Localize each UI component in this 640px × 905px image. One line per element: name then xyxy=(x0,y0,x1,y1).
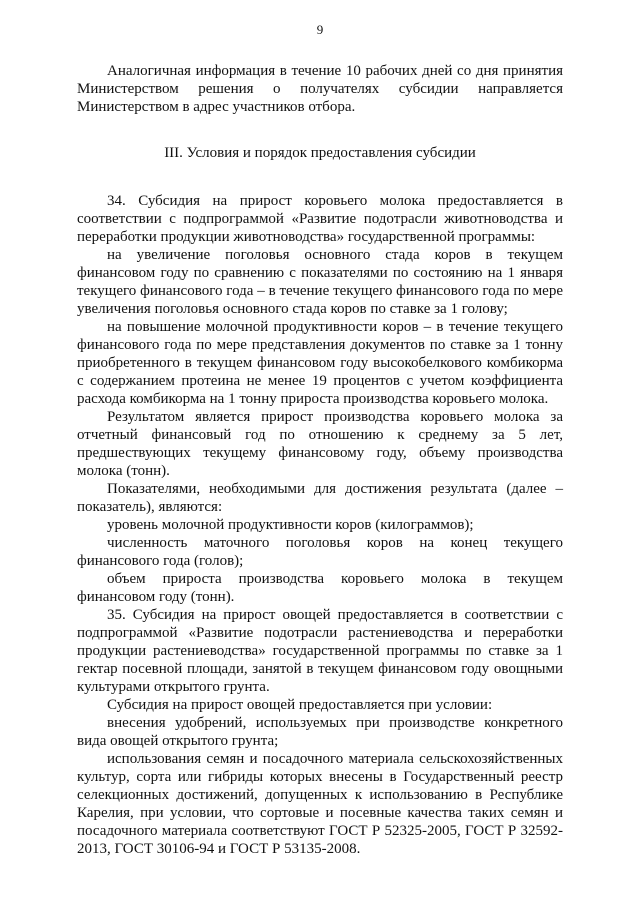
paragraph-vegetable-conditions: Субсидия на прирост овощей предоставляется при условии: xyxy=(107,697,493,713)
indicator-herd-size: численность маточного поголовья коров на конец текущего финансового года (голов); xyxy=(77,535,563,569)
indicator-milk-yield: уровень молочной продуктивности коров (килограммов); xyxy=(107,517,474,533)
paragraph-indicators: Показателями, необходимыми для достижения результата (далее – показатель), являются: xyxy=(77,481,563,515)
document-body xyxy=(77,62,563,858)
intro-paragraph: Аналогичная информация в течение 10 рабочих дней со дня принятия Министерством решения о получателях субсидии направляется Министерством в адрес участников отбора. xyxy=(77,63,563,115)
page-number: 9 xyxy=(316,22,324,37)
paragraph-35: 35. Субсидия на прирост овощей предоставляется в соответствии с подпрограммой «Развитие подотрасли растениеводства и переработки продукции растениеводства» государственной программы по ставке за 1 гектар посевной площади, занятой в текущем финансовом году овощными культурами открытого грунта. xyxy=(77,607,563,695)
indicator-milk-growth: объем прироста производства коровьего молока в текущем финансовом году (тонн). xyxy=(77,571,563,605)
paragraph-34: 34. Субсидия на прирост коровьего молока предоставляется в соответствии с подпрограммой «Развитие подотрасли животноводства и переработки продукции животноводства» государственной программы: xyxy=(77,193,563,245)
paragraph-milk-productivity: на повышение молочной продуктивности коров – в течение текущего финансового года по мере представления документов по ставке за 1 тонну приобретенного в текущем финансовом году высокобелкового комбикорма с содержанием протеина не менее 19 процентов с учетом коэффициента расхода комбикорма на 1 тонну прироста производства коровьего молока. xyxy=(77,319,563,407)
condition-fertilizers: внесения удобрений, используемых при производстве конкретного вида овощей открытого грунта; xyxy=(77,715,563,749)
condition-seeds: использования семян и посадочного материала сельскохозяйственных культур, сорта или гибриды которых внесены в Государственный реестр селекционных достижений, допущенных к использованию в Республике Карелия, при условии, что сортовые и посевные качества таких семян и посадочного материала соответствуют ГОСТ Р 52325-2005, ГОСТ Р 32592-2013, ГОСТ 30106-94 и ГОСТ Р 53135-2008. xyxy=(77,751,563,857)
paragraph-result: Результатом является прирост производства коровьего молока за отчетный финансовый год по отношению к среднему за 5 лет, предшествующих текущему финансовому году, объему производства молока (тонн). xyxy=(77,409,563,479)
paragraph-herd-increase: на увеличение поголовья основного стада коров в текущем финансовом году по сравнению с показателями по состоянию на 1 января текущего финансового года – в течение текущего финансового года по мере увеличения поголовья основного стада коров по ставке за 1 голову; xyxy=(77,247,563,317)
section-heading: III. Условия и порядок предоставления субсидии xyxy=(164,145,476,161)
